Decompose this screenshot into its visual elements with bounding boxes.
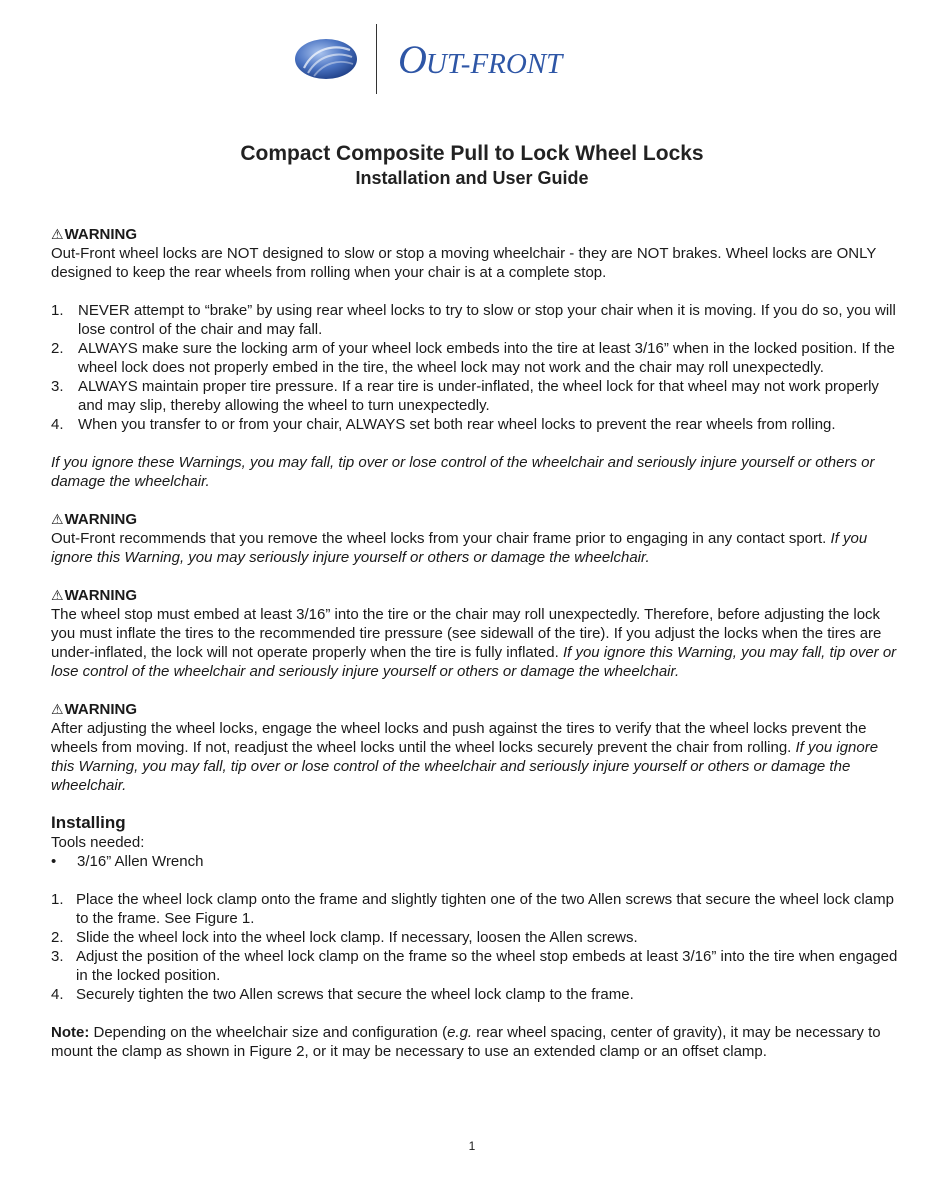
warning-list (51, 301, 901, 434)
warning-triangle-icon: ⚠ (51, 511, 64, 527)
warning-consequence: If you ignore these Warnings, you may fall, tip over or lose control of the wheelchair and seriously injure yourself or others or damage the wheelchair. (51, 454, 875, 490)
document-subtitle: Installation and User Guide (355, 168, 589, 188)
warning-body: The wheel stop must embed at least 3/16” into the tire or the chair may roll unexpectedly. Therefore, before adjusting the lock you must inflate the tires to the recommended tire pressure (see sidewall of the tire). If you adjust the locks when the tires are under-inflated, the lock will not operate properly when the tire is fully inflated. If you ignore this Warning, you may fall, tip over or lose control of the wheelchair and seriously injure yourself or others or damage the wheelchair. (51, 606, 897, 680)
brand-wordmark: OUT-FRONT (398, 37, 563, 82)
warning-heading: ⚠ WARNING (51, 511, 138, 528)
warning-body: Out-Front wheel locks are NOT designed to slow or stop a moving wheelchair - they are NOT brakes. Wheel locks are ONLY designed to keep the rear wheels from rolling when your chair is at a complete stop. (51, 245, 877, 281)
brand-logo (292, 24, 662, 96)
warning-heading: ⚠ WARNING (51, 587, 138, 604)
warning-triangle-icon: ⚠ (51, 226, 64, 242)
warning-body: Out-Front recommends that you remove the wheel locks from your chair frame prior to engaging in any contact sport. If you ignore this Warning, you may seriously injure yourself or others or damage the wheelchair. (51, 530, 868, 566)
list-item: 4. When you transfer to or from your chair, ALWAYS set both rear wheel locks to prevent the rear wheels from rolling. (51, 416, 836, 433)
document-title: Compact Composite Pull to Lock Wheel Locks (240, 142, 704, 165)
list-item: 2. Slide the wheel lock into the wheel lock clamp. If necessary, loosen the Allen screws. (51, 929, 638, 946)
warning-section-2 (51, 510, 901, 567)
warning-heading: ⚠ WARNING (51, 226, 138, 243)
warning-section-1 (51, 225, 901, 491)
install-steps (51, 890, 901, 1004)
list-item: 1. NEVER attempt to “brake” by using rear wheel locks to try to slow or stop your chair when it is moving. If you do so, you will lose control of the chair and may fall. (51, 302, 896, 338)
warning-triangle-icon: ⚠ (51, 587, 64, 603)
list-item: 4. Securely tighten the two Allen screws that secure the wheel lock clamp to the frame. (51, 986, 634, 1003)
installing-section (51, 813, 901, 1061)
warning-triangle-icon: ⚠ (51, 701, 64, 717)
tools-label: Tools needed: (51, 834, 145, 851)
list-item: • 3/16” Allen Wrench (51, 853, 204, 870)
list-item: 3. Adjust the position of the wheel lock clamp on the frame so the wheel stop embeds at least 3/16” into the tire when engaged in the locked position. (51, 948, 898, 984)
warning-section-4 (51, 700, 901, 795)
brand-oval-icon (294, 38, 358, 80)
install-note: Note: Depending on the wheelchair size and configuration (e.g. rear wheel spacing, center of gravity), it may be necessary to mount the clamp as shown in Figure 2, or it may be necessary to use an extended clamp or an offset clamp. (51, 1024, 881, 1060)
tools-list (51, 852, 901, 871)
document-body (51, 225, 901, 1061)
list-item: 3. ALWAYS maintain proper tire pressure. If a rear tire is under-inflated, the wheel lock for that wheel may not work properly and may slip, thereby allowing the wheel to turn unexpectedly. (51, 378, 879, 414)
warning-section-3 (51, 586, 901, 681)
page-number: 1 (468, 1139, 476, 1153)
warning-body: After adjusting the wheel locks, engage the wheel locks and push against the tires to verify that the wheel locks prevent the wheels from moving. If not, readjust the wheel locks until the wheel locks securely prevent the chair from rolling. If you ignore this Warning, you may fall, tip over or lose control of the wheelchair and seriously injure yourself or others or damage the wheelchair. (51, 720, 879, 794)
list-item: 2. ALWAYS make sure the locking arm of your wheel lock embeds into the tire at least 3/16” when in the locked position. If the wheel lock does not properly embed in the tire, the wheel lock may not work and the chair may roll unexpectedly. (51, 340, 895, 376)
list-item: 1. Place the wheel lock clamp onto the frame and slightly tighten one of the two Allen screws that secure the wheel lock clamp to the frame. See Figure 1. (51, 891, 894, 927)
warning-heading: ⚠ WARNING (51, 701, 138, 718)
section-heading-installing: Installing (51, 813, 126, 832)
logo-divider (376, 24, 377, 94)
